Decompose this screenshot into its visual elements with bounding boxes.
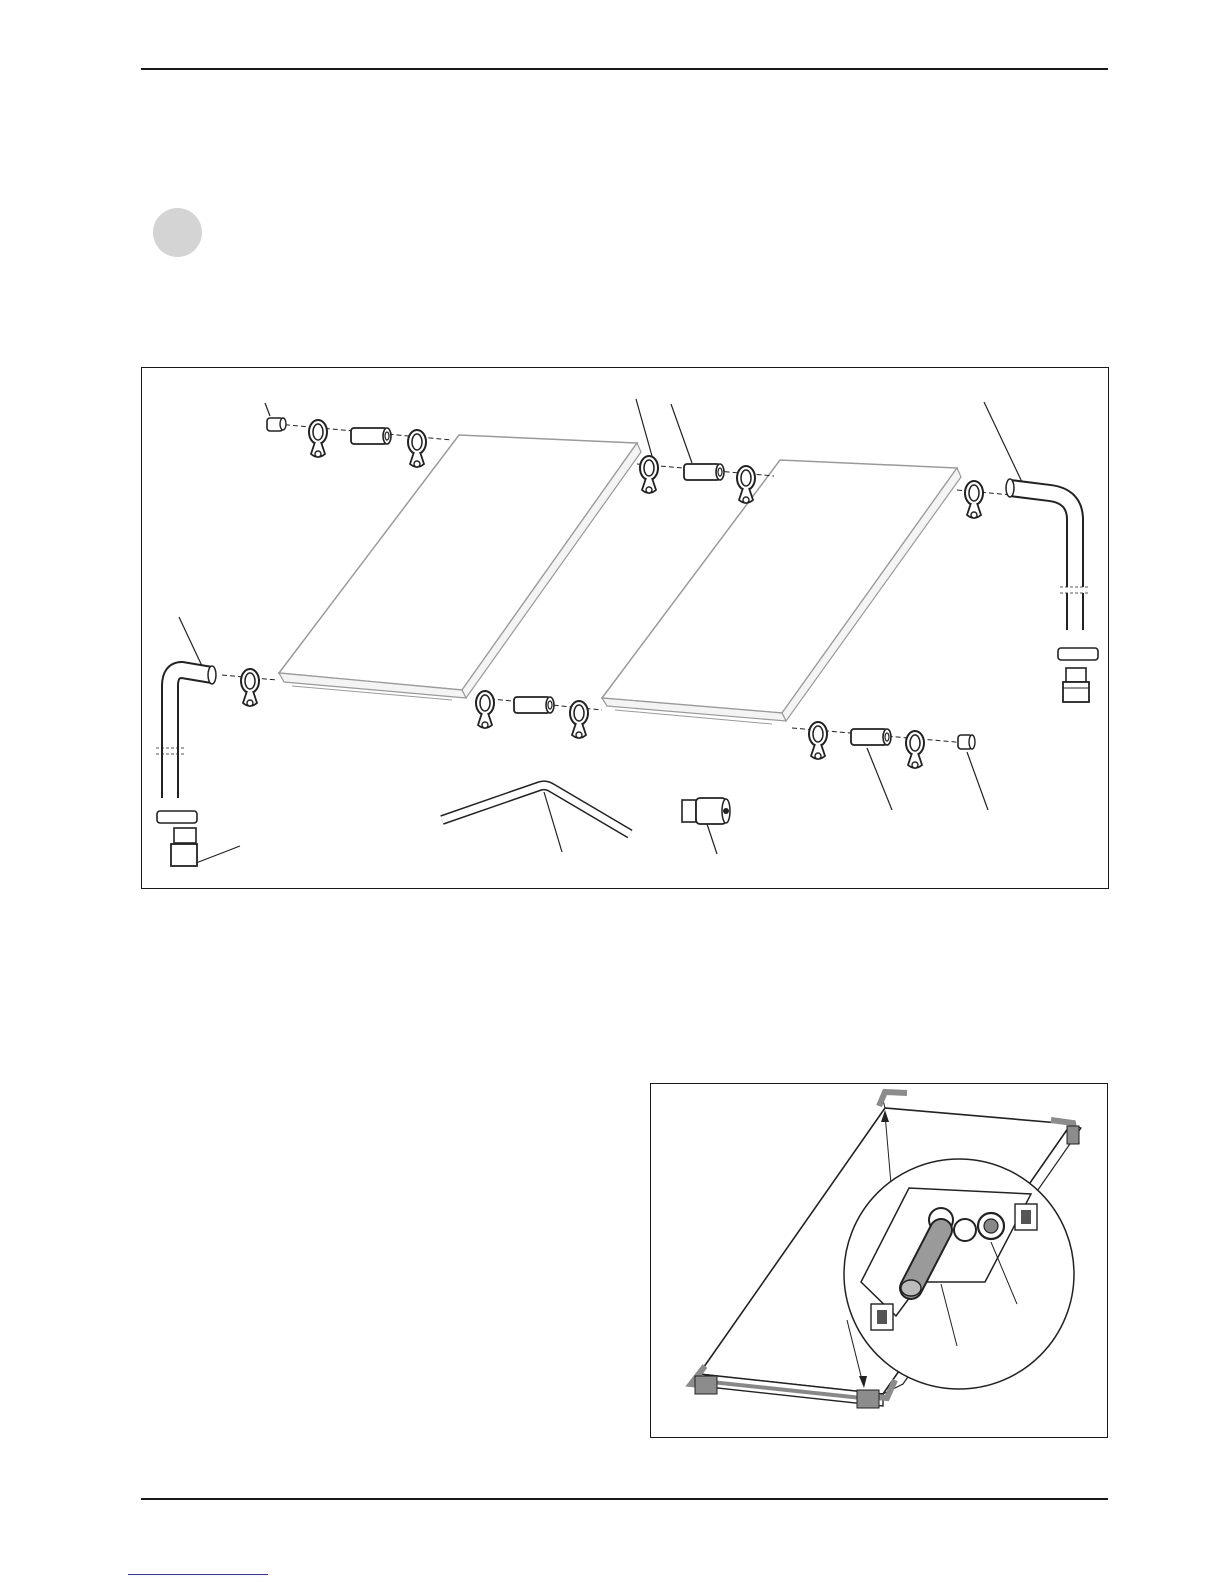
hose-clamp (241, 669, 259, 706)
assembly-figure (141, 367, 1109, 889)
hose-clamp (640, 456, 658, 493)
hose-clamp (408, 430, 426, 467)
magnified-connection-view (844, 1159, 1074, 1389)
section-marker-circle (153, 208, 202, 257)
header-rule (141, 68, 1108, 70)
footer-link-underline[interactable] (128, 1574, 268, 1575)
hose-clamp (906, 731, 924, 768)
detail-drawing (651, 1084, 1109, 1439)
end-plug-bottom (958, 735, 975, 749)
corner-bracket (879, 1092, 907, 1106)
hose-clamp (965, 481, 983, 518)
end-plug-top (267, 418, 286, 431)
collector-panel-left (279, 435, 641, 700)
hose-clamp (737, 466, 755, 503)
bent-pipe-right (1006, 479, 1090, 630)
connector-sleeve (514, 697, 554, 713)
footer-rule (141, 1498, 1108, 1500)
hose-clamp (570, 701, 588, 738)
connector-sleeve (351, 428, 391, 444)
allen-key (442, 785, 630, 834)
connector-sleeve (851, 729, 891, 745)
compression-fitting-right (1058, 648, 1098, 702)
connector-sleeve (684, 464, 724, 480)
hose-clamp (809, 722, 827, 759)
vent-fitting (682, 798, 730, 824)
hose-clamp (309, 420, 327, 457)
assembly-drawing (142, 368, 1110, 890)
compression-fitting-left (157, 811, 197, 866)
bent-pipe-left (156, 666, 216, 798)
detail-figure (650, 1083, 1108, 1438)
hose-clamp (476, 691, 494, 728)
collector-panel-right (602, 460, 961, 724)
